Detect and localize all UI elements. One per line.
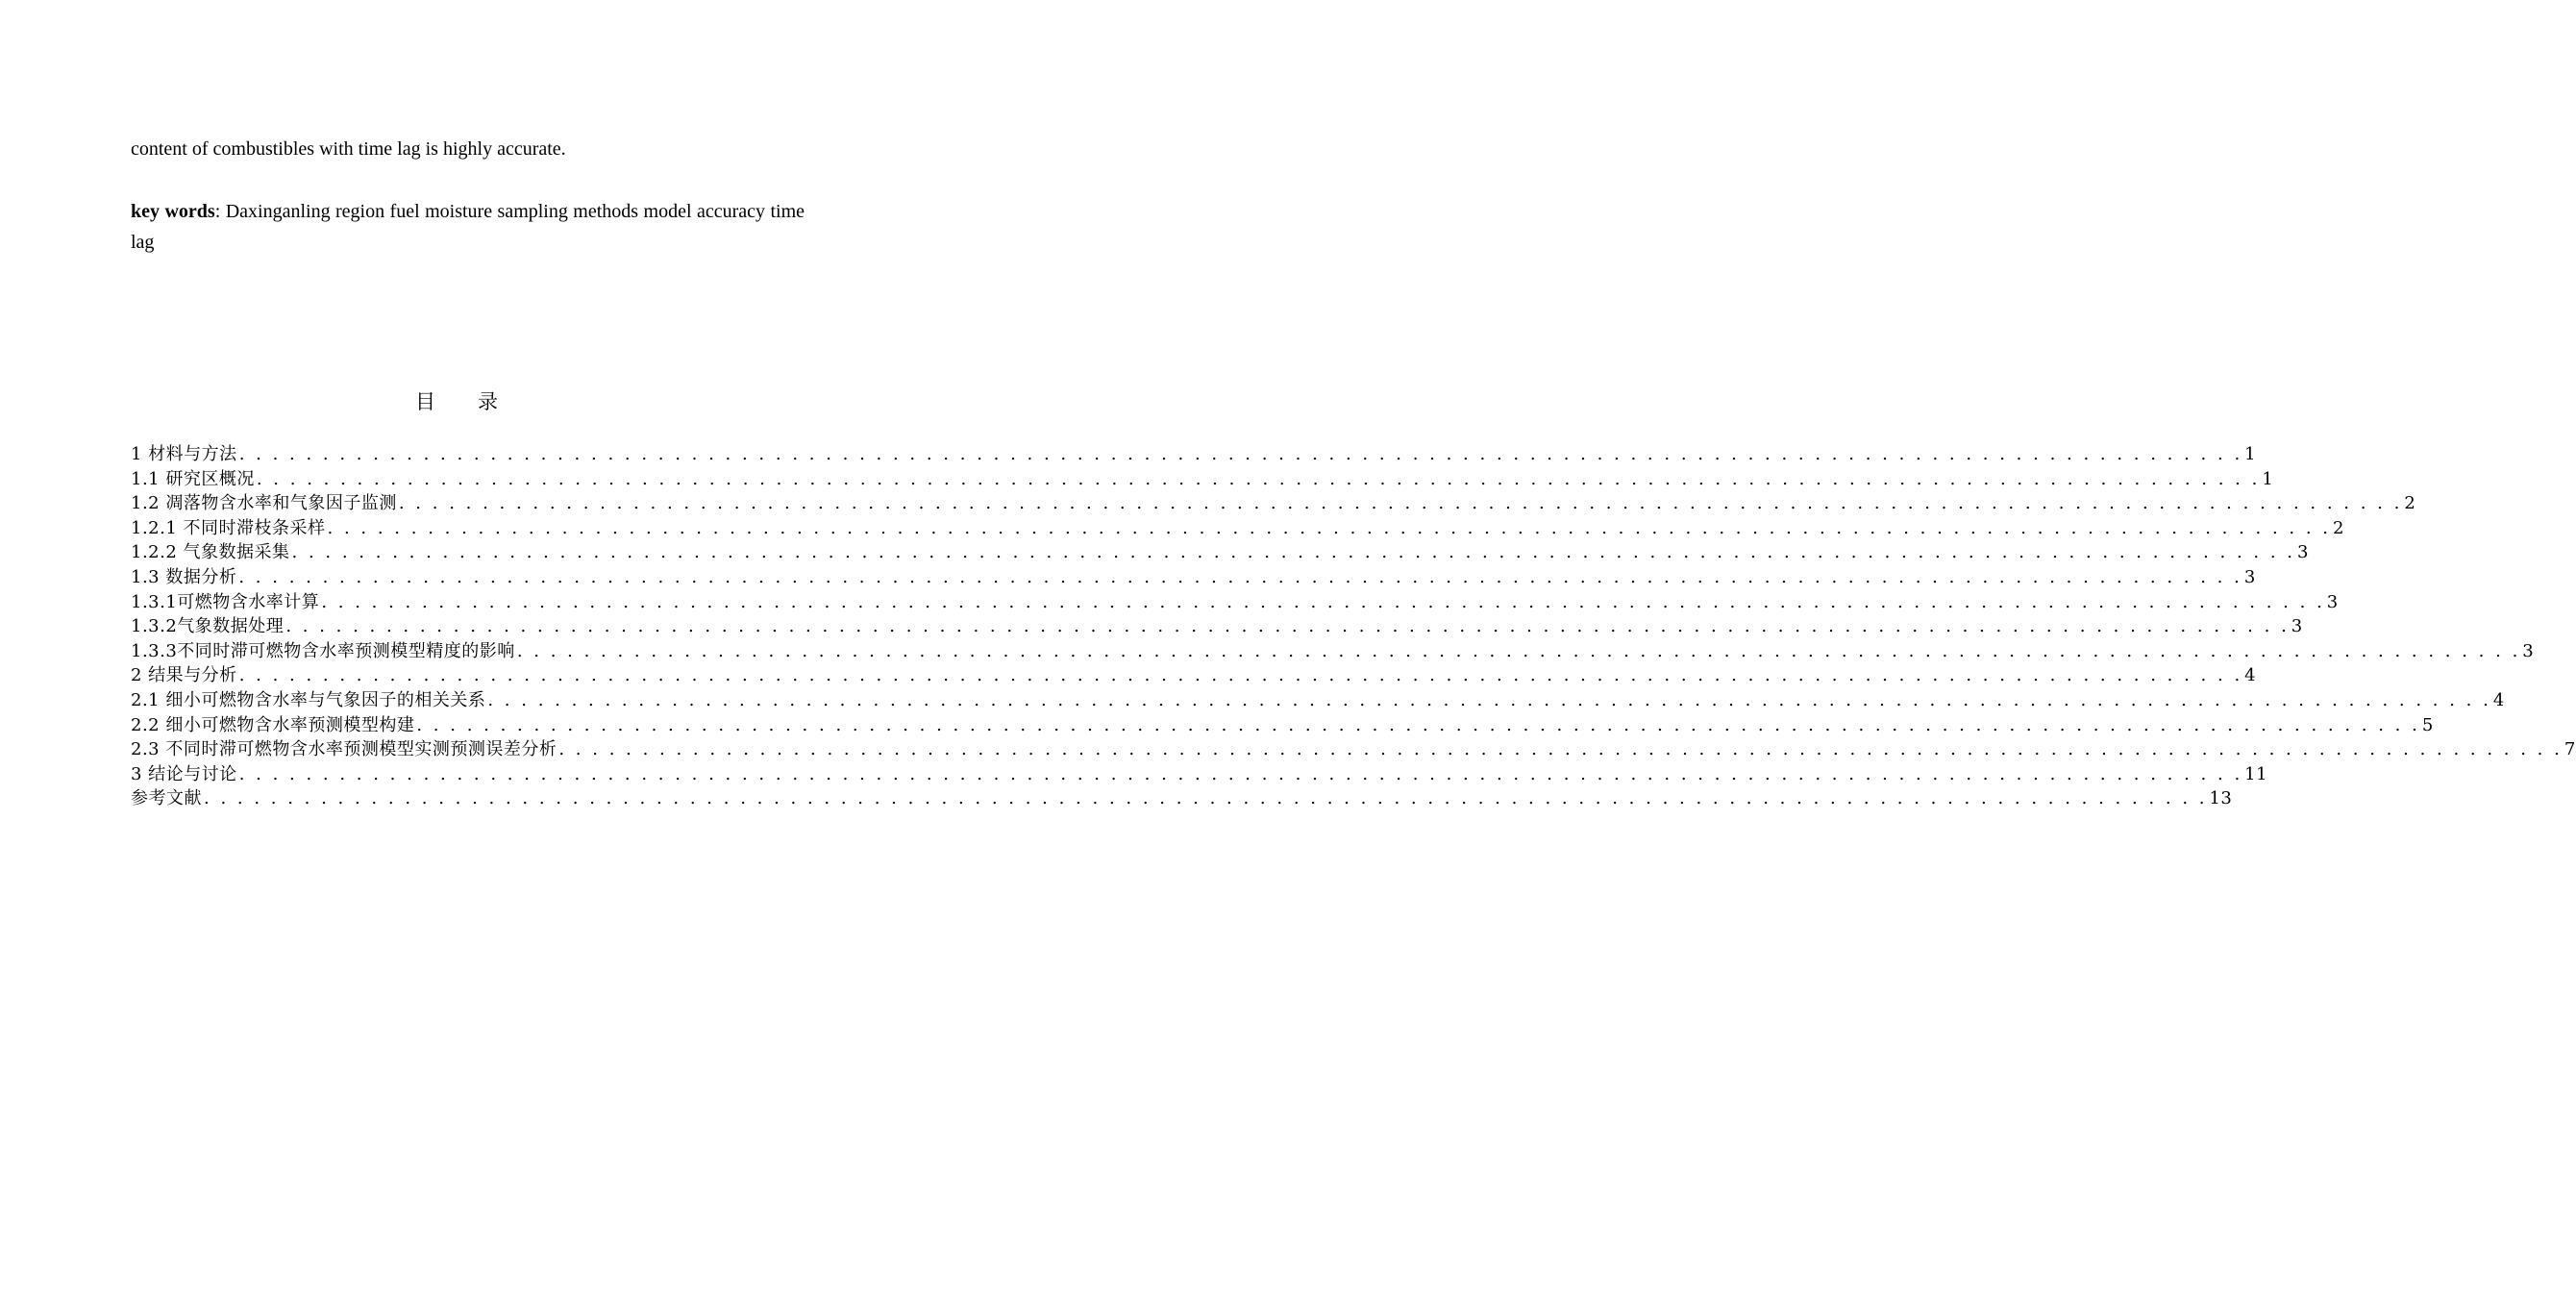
table-of-contents (131, 442, 2576, 811)
toc-entry-label: 1.1 研究区概况 (131, 468, 255, 489)
toc-entry[interactable] (131, 762, 2268, 787)
toc-entry-page: 1 (2244, 444, 2257, 464)
toc-entry[interactable] (131, 590, 2339, 615)
toc-entry-label: 1.2.2 气象数据采集 (131, 542, 290, 563)
toc-entry-label: 1.3.3不同时滞可燃物含水率预测模型精度的影响 (131, 640, 515, 661)
abstract-text: content of combustibles with time lag is highly accurate. (131, 138, 566, 160)
toc-entry[interactable] (131, 614, 2303, 639)
toc-entry-page: 4 (2492, 689, 2505, 710)
toc-entry-label: 1.2 凋落物含水率和气象因子监测 (131, 493, 397, 514)
toc-entry[interactable] (131, 713, 2434, 738)
toc-entry-label: 1 材料与方法 (131, 444, 237, 464)
toc-dot-leader: . . . . . . . . . . . . . . . . . . . . . . . . . . . . . . . . . . . . . . . . . . . . . . . . . . . . . . . . . . . . . . . . . . . . . . . . . . . . . . . . . . . . . . . . . . . . . . . . . . . . . . . . . . . . . . . . . . . . . . . . (321, 591, 2325, 612)
toc-entry-label: 参考文献 (131, 788, 202, 809)
toc-dot-leader: . . . . . . . . . . . . . . . . . . . . . . . . . . . . . . . . . . . . . . . . . . . . . . . . . . . . . . . . . . . . . . . . . . . . . . . . . . . . . . . . . . . . . . . . . . . . . . . . . . . . . . . . . . . . . . . . . . . . . . . . (238, 665, 2243, 686)
toc-entry-label: 1.3.2气象数据处理 (131, 616, 285, 637)
toc-entry-page: 5 (2421, 714, 2434, 735)
toc-entry-page: 1 (2262, 468, 2274, 489)
toc-entry-page: 11 (2244, 763, 2268, 784)
toc-entry[interactable] (131, 540, 2309, 565)
toc-entry-label: 3 结论与讨论 (131, 763, 237, 784)
toc-entry-page: 3 (2291, 616, 2303, 637)
toc-entry-page: 7 (2564, 739, 2576, 760)
toc-entry[interactable] (131, 639, 2535, 664)
keywords-label: key words (131, 201, 215, 222)
toc-entry-page: 13 (2209, 788, 2233, 809)
toc-entry-page: 2 (2404, 493, 2416, 514)
toc-dot-leader: . . . . . . . . . . . . . . . . . . . . . . . . . . . . . . . . . . . . . . . . . . . . . . . . . . . . . . . . . . . . . . . . . . . . . . . . . . . . . . . . . . . . . . . . . . . . . . . . . . . . . . . . . . . . . . . . . . . . . . . . (238, 566, 2242, 587)
toc-dot-leader: . . . . . . . . . . . . . . . . . . . . . . . . . . . . . . . . . . . . . . . . . . . . . . . . . . . . . . . . . . . . . . . . . . . . . . . . . . . . . . . . . . . . . . . . . . . . . . . . . . . . . . . . . . . . . . . . . . . . . . . . (204, 788, 2208, 809)
toc-entry-page: 4 (2244, 665, 2257, 686)
toc-entry-page: 3 (2326, 591, 2339, 612)
toc-entry-label: 2 结果与分析 (131, 665, 237, 686)
toc-entry-page: 3 (2243, 566, 2256, 587)
toc-entry[interactable] (131, 442, 2257, 467)
toc-dot-leader: . . . . . . . . . . . . . . . . . . . . . . . . . . . . . . . . . . . . . . . . . . . . . . . . . . . . . . . . . . . . . . . . . . . . . . . . . . . . . . . . . . . . . . . . . . . . . . . . . . . . . . . . . . . . . . . . . . . . . . . . (291, 542, 2296, 563)
toc-entry[interactable] (131, 663, 2257, 688)
toc-entry[interactable] (131, 786, 2233, 811)
toc-entry[interactable] (131, 516, 2344, 541)
toc-entry-page: 3 (2522, 640, 2535, 661)
toc-dot-leader: . . . . . . . . . . . . . . . . . . . . . . . . . . . . . . . . . . . . . . . . . . . . . . . . . . . . . . . . . . . . . . . . . . . . . . . . . . . . . . . . . . . . . . . . . . . . . . . . . . . . . . . . . . . . . . . . . . . . . . . . (398, 493, 2403, 514)
keywords-text: Daxinganling region fuel moisture sampling methods model accuracy time lag (131, 201, 805, 253)
toc-dot-leader: . . . . . . . . . . . . . . . . . . . . . . . . . . . . . . . . . . . . . . . . . . . . . . . . . . . . . . . . . . . . . . . . . . . . . . . . . . . . . . . . . . . . . . . . . . . . . . . . . . . . . . . . . . . . . . . . . . . . . . . . (558, 739, 2563, 760)
toc-entry-label: 1.2.1 不同时滞枝条采样 (131, 517, 326, 538)
toc-entry-label: 2.3 不同时滞可燃物含水率预测模型实测预测误差分析 (131, 739, 557, 760)
toc-entry-label: 1.3 数据分析 (131, 566, 237, 587)
toc-dot-leader: . . . . . . . . . . . . . . . . . . . . . . . . . . . . . . . . . . . . . . . . . . . . . . . . . . . . . . . . . . . . . . . . . . . . . . . . . . . . . . . . . . . . . . . . . . . . . . . . . . . . . . . . . . . . . . . . . . . . . . . . (238, 763, 2243, 784)
toc-entry-label: 1.3.1可燃物含水率计算 (131, 591, 320, 612)
keywords-separator: : (214, 201, 221, 222)
toc-dot-leader: . . . . . . . . . . . . . . . . . . . . . . . . . . . . . . . . . . . . . . . . . . . . . . . . . . . . . . . . . . . . . . . . . . . . . . . . . . . . . . . . . . . . . . . . . . . . . . . . . . . . . . . . . . . . . . . . . . . . . . . . (487, 689, 2491, 710)
toc-entry[interactable] (131, 467, 2274, 492)
toc-entry[interactable] (131, 737, 2576, 762)
toc-entry-page: 2 (2333, 517, 2344, 538)
toc-dot-leader: . . . . . . . . . . . . . . . . . . . . . . . . . . . . . . . . . . . . . . . . . . . . . . . . . . . . . . . . . . . . . . . . . . . . . . . . . . . . . . . . . . . . . . . . . . . . . . . . . . . . . . . . . . . . . . . . . . . . . . . . (327, 517, 2332, 538)
toc-title: 目录 (415, 390, 540, 413)
toc-entry[interactable] (131, 688, 2505, 713)
toc-entry-label: 2.1 细小可燃物含水率与气象因子的相关关系 (131, 689, 486, 710)
toc-dot-leader: . . . . . . . . . . . . . . . . . . . . . . . . . . . . . . . . . . . . . . . . . . . . . . . . . . . . . . . . . . . . . . . . . . . . . . . . . . . . . . . . . . . . . . . . . . . . . . . . . . . . . . . . . . . . . . . . . . . . . . . . (238, 444, 2243, 464)
toc-entry-page: 3 (2297, 542, 2309, 563)
toc-dot-leader: . . . . . . . . . . . . . . . . . . . . . . . . . . . . . . . . . . . . . . . . . . . . . . . . . . . . . . . . . . . . . . . . . . . . . . . . . . . . . . . . . . . . . . . . . . . . . . . . . . . . . . . . . . . . . . . . . . . . . . . . (416, 714, 2420, 735)
toc-dot-leader: . . . . . . . . . . . . . . . . . . . . . . . . . . . . . . . . . . . . . . . . . . . . . . . . . . . . . . . . . . . . . . . . . . . . . . . . . . . . . . . . . . . . . . . . . . . . . . . . . . . . . . . . . . . . . . . . . . . . . . . . (256, 468, 2261, 489)
toc-entry[interactable] (131, 491, 2416, 516)
toc-entry-label: 2.2 细小可燃物含水率预测模型构建 (131, 714, 415, 735)
toc-dot-leader: . . . . . . . . . . . . . . . . . . . . . . . . . . . . . . . . . . . . . . . . . . . . . . . . . . . . . . . . . . . . . . . . . . . . . . . . . . . . . . . . . . . . . . . . . . . . . . . . . . . . . . . . . . . . . . . . . . . . . . . . (285, 616, 2290, 637)
keywords-paragraph (131, 196, 805, 258)
toc-dot-leader: . . . . . . . . . . . . . . . . . . . . . . . . . . . . . . . . . . . . . . . . . . . . . . . . . . . . . . . . . . . . . . . . . . . . . . . . . . . . . . . . . . . . . . . . . . . . . . . . . . . . . . . . . . . . . . . . . . . . . . . . (516, 640, 2521, 661)
toc-entry[interactable] (131, 565, 2256, 590)
